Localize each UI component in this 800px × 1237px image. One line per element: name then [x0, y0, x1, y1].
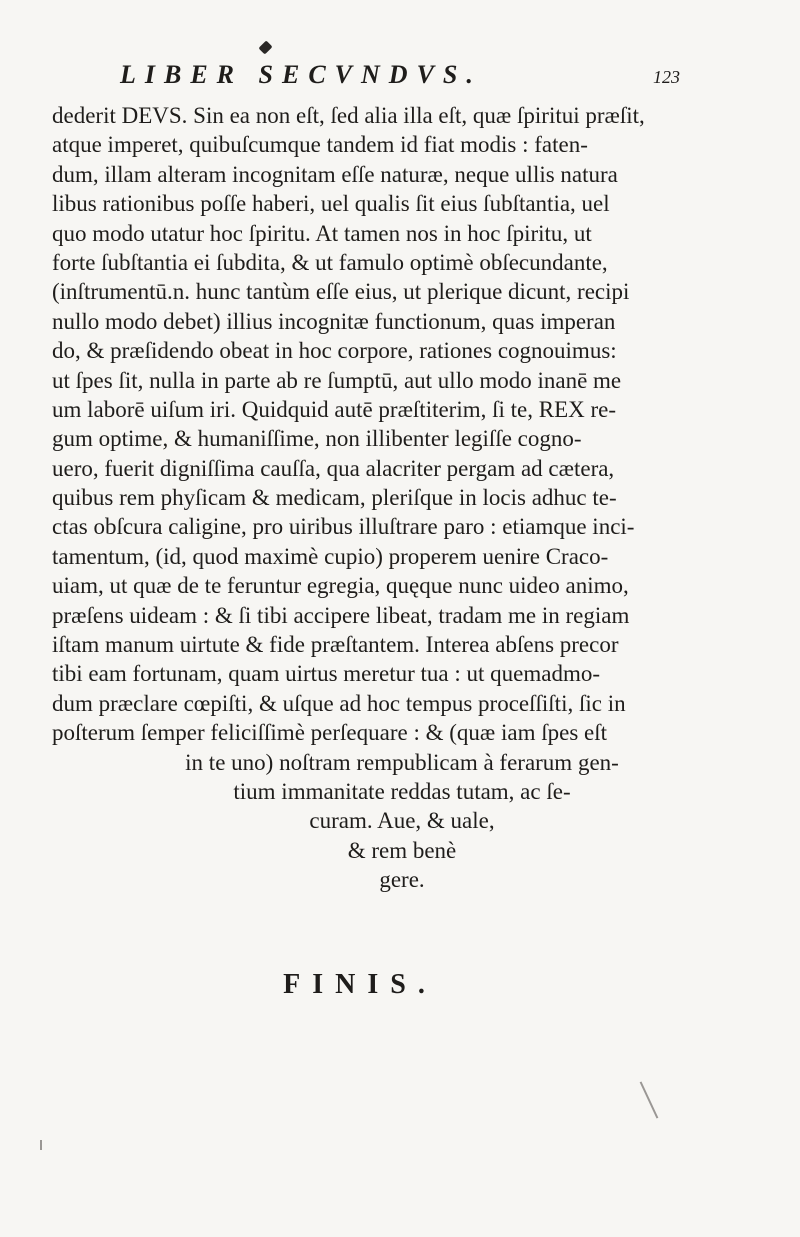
text-line: ctas obſcura caligine, pro uiribus illuſtrare paro : etiamque inci-: [52, 514, 635, 540]
text-line: tamentum, (id, quod maximè cupio) properem uenire Craco-: [52, 543, 609, 569]
text-line: ut ſpes ſit, nulla in parte ab re ſumptū, aut ullo modo inanē me: [52, 367, 622, 393]
text-line-tapered: curam. Aue, & uale,: [309, 808, 495, 834]
running-head-title: LIBER SECVNDVS.: [120, 60, 482, 89]
text-line: dederit DEVS. Sin ea non eſt, ſed alia illa eſt, quæ ſpiritui præſit,: [52, 103, 645, 128]
text-line: forte ſubſtantia ei ſubdita, & ut famulo optimè obſecundante,: [52, 249, 608, 275]
ornament-icon: [258, 40, 272, 54]
body-text: [52, 101, 692, 895]
text-line: uiam, ut quæ de te feruntur egregia, quęque nunc uideo animo,: [52, 573, 629, 599]
text-line: nullo modo debet) illius incognitæ functionum, quas imperan: [52, 308, 616, 334]
text-line: atque imperet, quibuſcumque tandem id fiat modis : faten-: [52, 132, 588, 158]
text-line: dum præclare cœpiſti, & uſque ad hoc tempus proceſſiſti, ſic in: [52, 690, 626, 716]
text-line: uero, fuerit digniſſima cauſſa, qua alacriter pergam ad cætera,: [52, 455, 615, 481]
text-line: præſens uideam : & ſi tibi accipere libeat, tradam me in regiam: [52, 602, 630, 628]
text-line: poſterum ſemper feliciſſimè perſequare : & (quæ iam ſpes eſt: [52, 720, 608, 746]
finis-colophon: FINIS.: [283, 969, 437, 1000]
text-line: do, & præſidendo obeat in hoc corpore, rationes cognouimus:: [52, 338, 617, 364]
text-line-tapered: & rem benè: [347, 837, 457, 863]
text-line: libus rationibus poſſe haberi, uel qualis ſit eius ſubſtantia, uel: [52, 191, 610, 217]
text-line: (inſtrumentū.n. hunc tantùm eſſe eius, ut plerique dicunt, recipi: [52, 279, 630, 305]
page-number: 123: [653, 67, 680, 87]
text-line: tibi eam fortunam, quam uirtus meretur tua : ut quemadmo-: [52, 661, 601, 687]
text-line-tapered: in te uno) noſtram rempublicam à ferarum gen-: [185, 749, 619, 775]
text-line: dum, illam alteram incognitam eſſe naturæ, neque ullis natura: [52, 161, 618, 187]
text-line-tapered: tium immanitate reddas tutam, ac ſe-: [233, 778, 571, 804]
text-line: um laborē uiſum iri. Quidquid autē præſtiterim, ſi te, REX re-: [52, 396, 617, 422]
text-line: iſtam manum uirtute & fide præſtantem. Interea abſens precor: [52, 632, 619, 658]
running-head: [120, 60, 680, 94]
text-line-tapered: gere.: [379, 867, 425, 893]
margin-mark: [40, 1140, 42, 1150]
text-line: gum optime, & humaniſſime, non illibenter legiſſe cogno-: [52, 426, 582, 452]
margin-mark: [640, 1081, 659, 1118]
text-line: quibus rem phyſicam & medicam, pleriſque in locis adhuc te-: [52, 485, 617, 511]
text-line: quo modo utatur hoc ſpiritu. At tamen nos in hoc ſpiritu, ut: [52, 220, 592, 246]
